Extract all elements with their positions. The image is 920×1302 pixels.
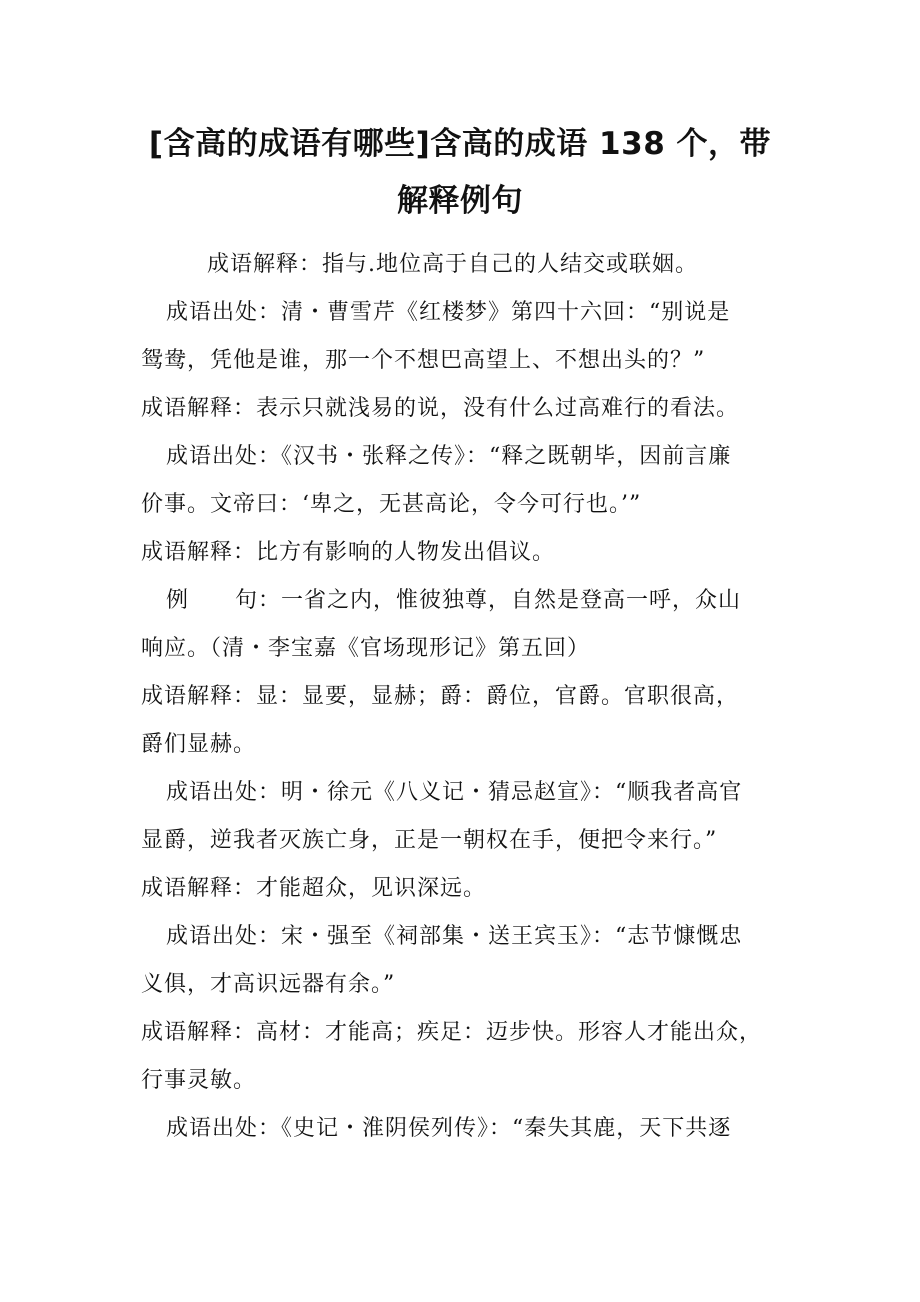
paragraph-line: 成语解释：显：显要，显赫；爵：爵位，官爵。官职很高， (141, 684, 740, 709)
paragraph-line: 鸳鸯，凭他是谁，那一个不想巴高望上、不想出头的？” (141, 348, 706, 373)
document-title-line-2: 解释例句 (397, 183, 523, 219)
paragraph-line: 成语解释：高材：才能高；疾足：迈步快。形容人才能出众， (141, 1020, 763, 1045)
paragraph-line: 成语解释：比方有影响的人物发出倡议。 (141, 540, 556, 565)
paragraph-line: 例 句：一省之内，惟彼独尊，自然是登高一呼，众山 (166, 588, 742, 613)
paragraph-line: 成语出处：宋・强至《祠部集・送王宾玉》：“志节慷慨忠 (166, 924, 743, 949)
paragraph-line: 成语解释：才能超众，见识深远。 (141, 876, 487, 901)
paragraph-line: 行事灵敏。 (141, 1068, 257, 1093)
document-title-line-1: [含高的成语有哪些]含高的成语 138 个，带 (148, 126, 772, 162)
paragraph-line: 成语出处：《史记・淮阴侯列传》：“秦失其鹿，天下共逐 (166, 1116, 732, 1141)
paragraph-line: 成语解释：表示只就浅易的说，没有什么过高难行的看法。 (141, 396, 740, 421)
paragraph-line: 成语出处：明・徐元《八义记・猜忌赵宣》：“顺我者高官 (166, 780, 743, 805)
paragraph-line: 成语出处：《汉书・张释之传》：“释之既朝毕，因前言廉 (166, 444, 732, 469)
paragraph-line: 显爵，逆我者灭族亡身，正是一朝权在手，便把令来行。” (141, 828, 718, 853)
paragraph-line: 义俱，才高识远器有余。” (141, 972, 396, 997)
paragraph-line: 爵们显赫。 (141, 732, 257, 757)
paragraph-line: 成语解释：指与.地位高于自己的人结交或联姻。 (207, 252, 698, 277)
paragraph-line: 成语出处：清・曹雪芹《红楼梦》第四十六回：“别说是 (166, 300, 731, 325)
paragraph-line: 响应。（清・李宝嘉《官场现形记》第五回） (141, 636, 591, 661)
paragraph-line: 价事。文帝曰：‘卑之，无甚高论，令今可行也。’” (141, 492, 642, 517)
